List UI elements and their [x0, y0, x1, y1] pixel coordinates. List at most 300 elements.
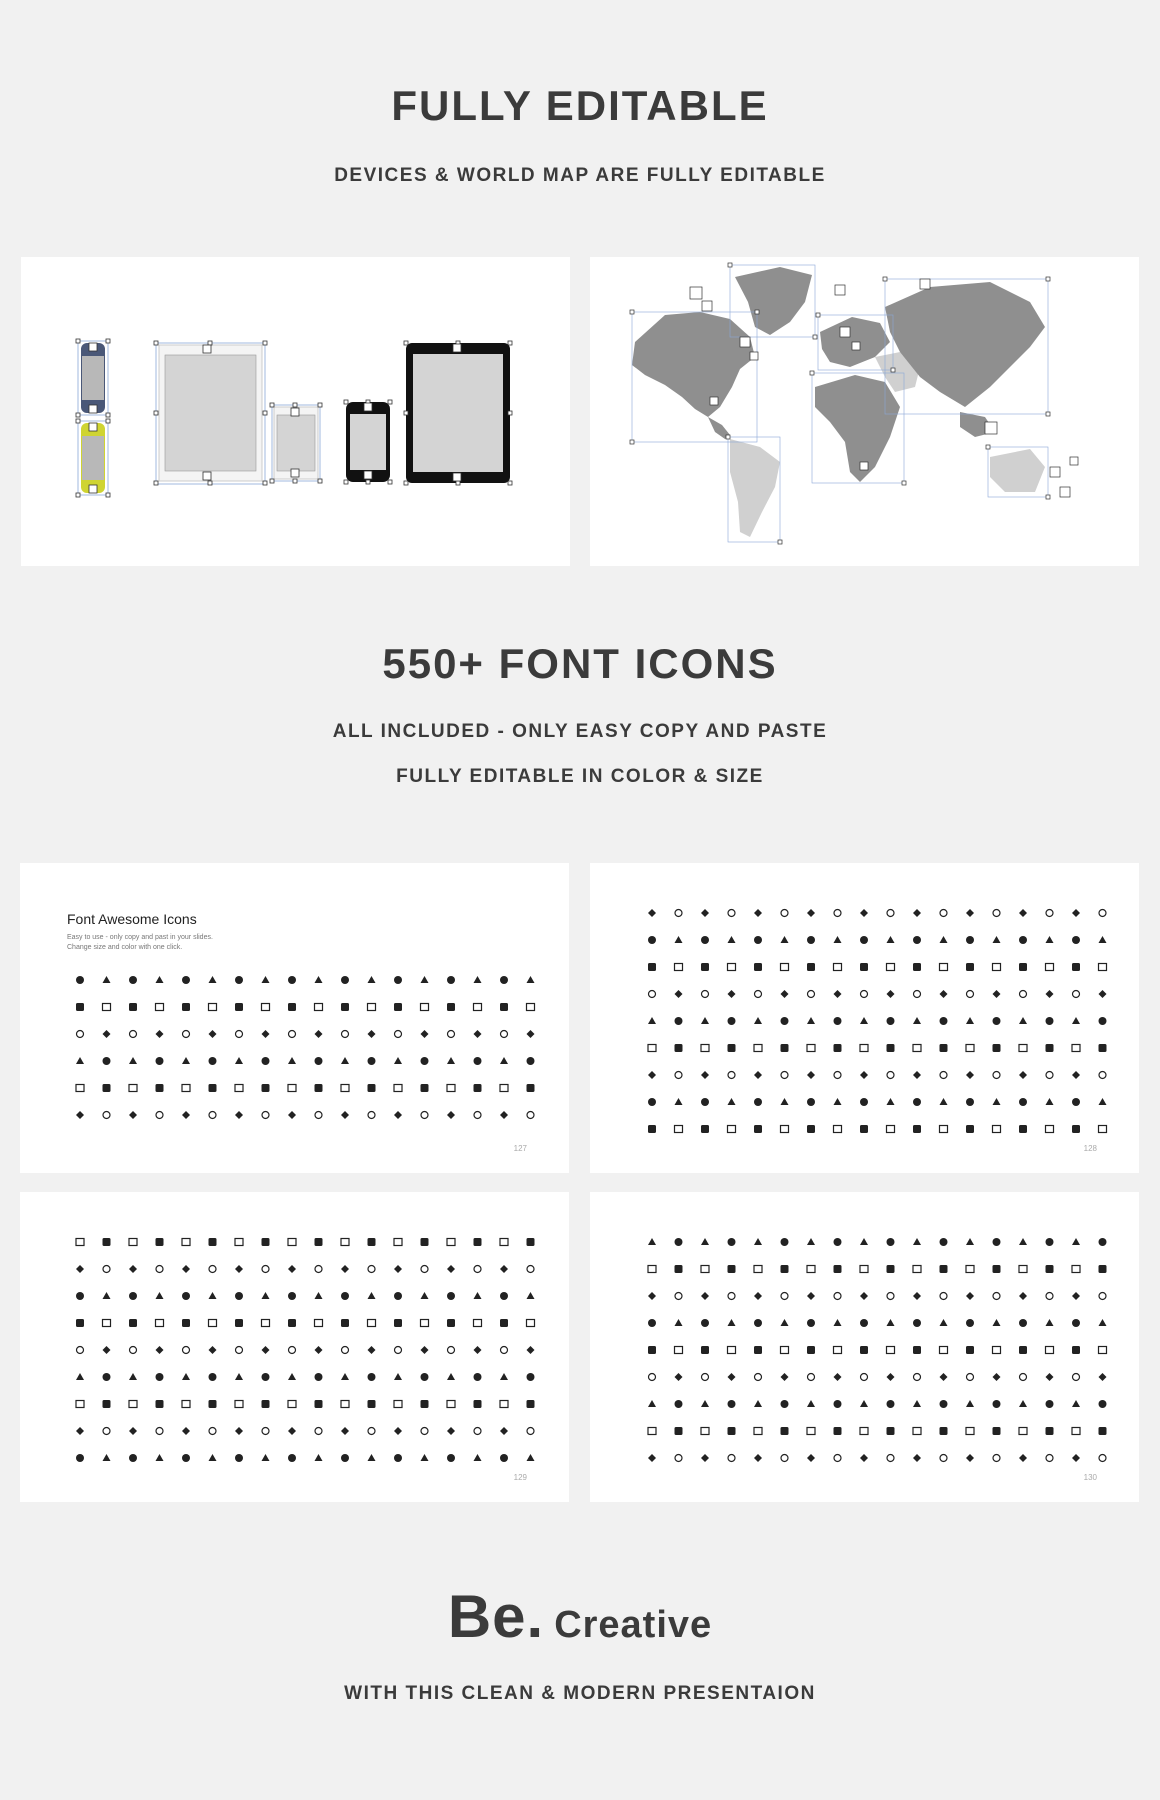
font-icon — [183, 1031, 190, 1038]
font-icon — [1046, 910, 1053, 917]
font-icon — [1046, 1126, 1054, 1133]
font-icon — [861, 991, 868, 998]
font-icon — [675, 910, 682, 917]
font-icon — [834, 1400, 842, 1408]
font-icon — [500, 1373, 508, 1380]
font-icon — [887, 1265, 895, 1273]
devices-illustration — [21, 257, 570, 566]
footer-tagline: WITH THIS CLEAN & MODERN PRESENTAION — [344, 1683, 816, 1704]
font-icon — [940, 1265, 948, 1273]
font-icon — [182, 1057, 190, 1064]
font-icon — [675, 1373, 683, 1381]
font-icon — [394, 1401, 402, 1408]
font-icon — [342, 1031, 349, 1038]
font-icon — [1046, 1265, 1054, 1273]
font-icon — [1072, 1319, 1080, 1327]
font-icon — [728, 1044, 736, 1052]
font-icon — [781, 1265, 789, 1273]
font-icon — [808, 1374, 815, 1381]
font-icon — [235, 1292, 243, 1300]
font-icon — [76, 1319, 84, 1327]
font-icon — [940, 1319, 948, 1326]
font-icon — [701, 1045, 709, 1052]
font-icon — [1019, 1292, 1027, 1300]
font-icon — [675, 1238, 683, 1246]
font-icon — [129, 1239, 137, 1246]
font-icon — [76, 1401, 84, 1408]
font-icon — [129, 1085, 137, 1092]
page-number: 128 — [1083, 1144, 1097, 1153]
font-icon — [235, 976, 243, 984]
font-icon — [262, 976, 270, 983]
font-icon — [236, 1031, 243, 1038]
font-icon — [527, 1057, 535, 1065]
font-icon — [940, 1126, 948, 1133]
font-icon — [728, 936, 736, 943]
font-icon — [966, 1125, 974, 1133]
font-icon — [315, 1112, 322, 1119]
font-icon — [474, 1004, 482, 1011]
phone-black — [346, 402, 390, 482]
font-icon — [993, 1017, 1001, 1025]
font-icon — [315, 1266, 322, 1273]
font-icon — [500, 1292, 508, 1300]
font-icon — [887, 1238, 895, 1246]
icon-slide-128 — [590, 863, 1139, 1173]
font-icon — [288, 1265, 296, 1273]
font-icon — [368, 1454, 376, 1461]
font-icon — [448, 1347, 455, 1354]
font-icon — [966, 1045, 974, 1052]
font-icon — [129, 1265, 137, 1273]
font-icon — [527, 1112, 534, 1119]
font-icon — [807, 1346, 815, 1354]
font-icon — [1046, 1017, 1054, 1025]
font-icon — [76, 976, 84, 984]
font-icon — [341, 1057, 349, 1064]
font-icon — [474, 1428, 481, 1435]
brand-small: Creative — [554, 1604, 713, 1646]
font-icon — [527, 1400, 535, 1408]
font-icon — [993, 1238, 1001, 1246]
font-icon — [315, 1004, 323, 1011]
font-icon — [754, 936, 762, 944]
map-greenland — [735, 267, 812, 335]
font-icon — [209, 1373, 217, 1381]
slide-description-line-1: Easy to use - only copy and past in your slides. — [67, 934, 213, 941]
font-icon — [156, 1373, 164, 1381]
font-icon — [421, 1084, 429, 1092]
font-icon — [1046, 1293, 1053, 1300]
font-icon — [993, 1400, 1001, 1408]
font-icon — [421, 1004, 429, 1011]
devices-panel — [21, 257, 570, 566]
font-icon — [781, 964, 789, 971]
font-icon — [675, 1098, 683, 1105]
font-icon — [209, 1004, 217, 1011]
font-icon — [262, 1400, 270, 1408]
font-icon — [675, 936, 683, 943]
font-icon — [1099, 1238, 1107, 1246]
font-icon — [103, 1266, 110, 1273]
font-icon — [341, 1239, 349, 1246]
font-icon — [421, 1373, 429, 1381]
font-icon — [860, 1098, 868, 1106]
font-icon — [1019, 1071, 1027, 1079]
font-icon — [209, 1292, 217, 1299]
font-icon — [993, 964, 1001, 971]
font-icon — [1099, 936, 1107, 943]
font-icon — [940, 1044, 948, 1052]
font-icon — [648, 1292, 656, 1300]
font-icon — [807, 1071, 815, 1079]
font-icon — [754, 1125, 762, 1133]
font-icon — [887, 1319, 895, 1326]
font-icon — [341, 1427, 349, 1435]
font-icon — [1073, 991, 1080, 998]
font-icon — [103, 1373, 111, 1381]
font-icon — [474, 1454, 482, 1461]
font-icon — [103, 1030, 111, 1038]
font-icon — [860, 1071, 868, 1079]
font-icon — [781, 990, 789, 998]
font-icon — [182, 1265, 190, 1273]
font-icon — [209, 1057, 217, 1065]
font-icon — [288, 1239, 296, 1246]
font-icon — [103, 1004, 111, 1011]
font-icon — [500, 1454, 508, 1462]
font-icon — [728, 1319, 736, 1326]
font-icon — [341, 976, 349, 984]
font-icon — [235, 1085, 243, 1092]
font-icon — [421, 1112, 428, 1119]
font-icon — [754, 963, 762, 971]
font-icon — [527, 1373, 535, 1381]
font-icon — [1099, 1319, 1107, 1326]
font-icon — [940, 990, 948, 998]
section-title-font-icons: 550+ FONT ICONS — [382, 640, 778, 687]
font-icon — [914, 991, 921, 998]
font-icon — [913, 1017, 921, 1024]
font-icon — [701, 1098, 709, 1106]
font-icon — [993, 1373, 1001, 1381]
font-icon — [807, 1292, 815, 1300]
font-icon — [781, 1347, 789, 1354]
font-icon — [887, 1373, 895, 1381]
font-icon — [887, 964, 895, 971]
font-icon — [76, 1427, 84, 1435]
icon-grid — [590, 863, 1139, 1173]
font-icon — [648, 1400, 656, 1407]
font-icon — [341, 1111, 349, 1119]
font-icon — [129, 1401, 137, 1408]
font-icon — [474, 1320, 482, 1327]
font-icon — [341, 1292, 349, 1300]
font-icon — [447, 1057, 455, 1064]
font-icon — [1073, 1374, 1080, 1381]
font-icon — [966, 936, 974, 944]
font-icon — [129, 1292, 137, 1300]
font-icon — [781, 1319, 789, 1326]
font-icon — [675, 1427, 683, 1435]
font-icon — [860, 1292, 868, 1300]
font-icon — [1019, 1266, 1027, 1273]
font-icon — [701, 963, 709, 971]
font-icon — [781, 1098, 789, 1105]
font-icon — [447, 1454, 455, 1462]
font-icon — [156, 976, 164, 983]
font-icon — [103, 1346, 111, 1354]
font-icon — [648, 1125, 656, 1133]
font-icon — [913, 936, 921, 944]
font-icon — [702, 991, 709, 998]
font-icon — [1099, 1098, 1107, 1105]
font-icon — [1019, 909, 1027, 917]
font-icon — [500, 1003, 508, 1011]
font-icon — [1046, 1319, 1054, 1326]
font-icon — [860, 1454, 868, 1462]
font-icon — [1019, 1319, 1027, 1327]
font-icon — [728, 1455, 735, 1462]
font-icon — [728, 1400, 736, 1408]
font-icon — [781, 1455, 788, 1462]
font-icon — [527, 1346, 535, 1354]
font-icon — [288, 1085, 296, 1092]
font-icon — [1072, 936, 1080, 944]
font-icon — [288, 1292, 296, 1300]
font-icon — [262, 1454, 270, 1461]
font-icon — [940, 1455, 947, 1462]
font-icon — [728, 1238, 736, 1246]
font-icon — [394, 1265, 402, 1273]
font-icon — [288, 1373, 296, 1380]
font-icon — [103, 1238, 111, 1246]
font-icon — [1099, 1455, 1106, 1462]
map-north-america — [632, 312, 755, 417]
font-icon — [834, 1455, 841, 1462]
font-icon — [395, 1347, 402, 1354]
font-icon — [808, 991, 815, 998]
font-icon — [315, 1320, 323, 1327]
font-icon — [262, 1266, 269, 1273]
font-icon — [675, 1319, 683, 1326]
font-icon — [834, 936, 842, 943]
font-icon — [1072, 1238, 1080, 1245]
font-icon — [156, 1266, 163, 1273]
font-icon — [235, 1427, 243, 1435]
font-icon — [209, 1112, 216, 1119]
font-icon — [262, 1084, 270, 1092]
font-icon — [649, 991, 656, 998]
font-icon — [156, 1030, 164, 1038]
font-icon — [675, 1072, 682, 1079]
font-icon — [1019, 1045, 1027, 1052]
font-icon — [754, 1017, 762, 1024]
font-icon — [940, 1017, 948, 1025]
font-icon — [807, 1266, 815, 1273]
font-icon — [702, 1374, 709, 1381]
font-icon — [394, 1239, 402, 1246]
font-icon — [1019, 963, 1027, 971]
font-icon — [394, 1427, 402, 1435]
font-icon — [648, 1045, 656, 1052]
font-icon — [807, 1098, 815, 1106]
font-icon — [76, 1111, 84, 1119]
font-icon — [500, 1427, 508, 1435]
font-icon — [781, 1238, 789, 1246]
font-icon — [315, 1292, 323, 1299]
font-icon — [474, 976, 482, 983]
font-icon — [262, 1373, 270, 1381]
font-icon — [447, 1401, 455, 1408]
font-icon — [209, 1428, 216, 1435]
map-africa — [815, 375, 900, 482]
font-icon — [262, 1057, 270, 1065]
font-icon — [500, 1401, 508, 1408]
font-icon — [500, 1239, 508, 1246]
font-icon — [648, 1238, 656, 1245]
font-icon — [648, 936, 656, 944]
font-icon — [701, 1454, 709, 1462]
font-icon — [76, 1003, 84, 1011]
font-icon — [913, 1454, 921, 1462]
font-icon — [755, 991, 762, 998]
font-icon — [754, 1454, 762, 1462]
font-icon — [474, 1266, 481, 1273]
font-icon — [474, 1112, 481, 1119]
font-icon — [701, 1017, 709, 1024]
font-icon — [182, 1454, 190, 1462]
font-icon — [887, 1017, 895, 1025]
font-icon — [76, 1454, 84, 1462]
font-icon — [728, 1347, 736, 1354]
font-icon — [315, 1084, 323, 1092]
font-icon — [966, 1266, 974, 1273]
font-icon — [993, 910, 1000, 917]
font-icon — [1072, 1346, 1080, 1354]
phone-yellow — [78, 421, 108, 495]
font-icon — [289, 1347, 296, 1354]
font-icon — [755, 1374, 762, 1381]
map-australia — [990, 449, 1045, 492]
font-icon — [315, 1057, 323, 1065]
font-icon — [368, 1004, 376, 1011]
font-icon — [648, 1071, 656, 1079]
font-icon — [76, 1085, 84, 1092]
font-icon — [1019, 1428, 1027, 1435]
font-icon — [913, 963, 921, 971]
font-icon — [182, 1111, 190, 1119]
font-icon — [675, 1400, 683, 1408]
font-icon — [675, 1126, 683, 1133]
font-icon — [834, 1126, 842, 1133]
font-icon — [913, 1319, 921, 1327]
font-icon — [341, 1085, 349, 1092]
font-icon — [421, 1400, 429, 1408]
font-icon — [966, 963, 974, 971]
font-icon — [1019, 1098, 1027, 1106]
font-icon — [474, 1057, 482, 1065]
font-icon — [940, 1347, 948, 1354]
font-icon — [648, 1454, 656, 1462]
font-icon — [368, 1292, 376, 1299]
font-icon — [754, 1428, 762, 1435]
font-icon — [940, 1373, 948, 1381]
font-icon — [860, 1428, 868, 1435]
font-icon — [807, 1319, 815, 1327]
font-icon — [966, 1017, 974, 1024]
font-icon — [834, 1427, 842, 1435]
font-icon — [887, 1126, 895, 1133]
font-icon — [754, 1292, 762, 1300]
font-icon — [500, 1111, 508, 1119]
font-icon — [527, 1004, 535, 1011]
font-icon — [993, 1044, 1001, 1052]
world-map-panel — [590, 257, 1139, 566]
tablet-black — [406, 343, 510, 483]
font-icon — [235, 1003, 243, 1011]
font-icon — [648, 1017, 656, 1024]
font-icon — [1019, 1017, 1027, 1024]
font-icon — [129, 976, 137, 984]
font-icon — [1099, 1293, 1106, 1300]
font-icon — [129, 1427, 137, 1435]
font-icon — [887, 1400, 895, 1408]
font-icon — [1099, 1044, 1107, 1052]
font-icon — [288, 1427, 296, 1435]
font-icon — [1019, 1400, 1027, 1407]
font-icon — [501, 1031, 508, 1038]
section-line-copy-paste: ALL INCLUDED - ONLY EASY COPY AND PASTE — [332, 721, 828, 742]
font-icon — [1072, 1454, 1080, 1462]
font-icon — [1046, 1238, 1054, 1246]
font-icon — [993, 1293, 1000, 1300]
font-icon — [914, 1374, 921, 1381]
font-icon — [130, 1031, 137, 1038]
font-icon — [754, 1346, 762, 1354]
font-icon — [887, 1455, 894, 1462]
font-icon — [834, 1319, 842, 1326]
font-icon — [182, 1319, 190, 1327]
icon-grid — [20, 1192, 569, 1502]
font-icon — [315, 1454, 323, 1461]
font-icon — [368, 1346, 376, 1354]
font-icon — [500, 976, 508, 984]
font-icon — [754, 1238, 762, 1245]
font-icon — [448, 1031, 455, 1038]
font-icon — [834, 990, 842, 998]
font-icon — [1099, 910, 1106, 917]
brand-logo — [0, 1582, 1160, 1651]
font-icon — [887, 990, 895, 998]
font-icon — [781, 1072, 788, 1079]
font-icon — [500, 1319, 508, 1327]
font-icon — [156, 1428, 163, 1435]
font-icon — [701, 1319, 709, 1327]
font-icon — [1046, 1400, 1054, 1408]
font-icon — [807, 936, 815, 944]
font-icon — [182, 1401, 190, 1408]
font-icon — [648, 1098, 656, 1106]
font-icon — [754, 1319, 762, 1327]
font-icon — [834, 1098, 842, 1105]
font-icon — [887, 1427, 895, 1435]
font-icon — [1072, 1125, 1080, 1133]
font-icon — [834, 964, 842, 971]
font-icon — [675, 1347, 683, 1354]
font-icon — [182, 1085, 190, 1092]
font-icon — [993, 1455, 1000, 1462]
